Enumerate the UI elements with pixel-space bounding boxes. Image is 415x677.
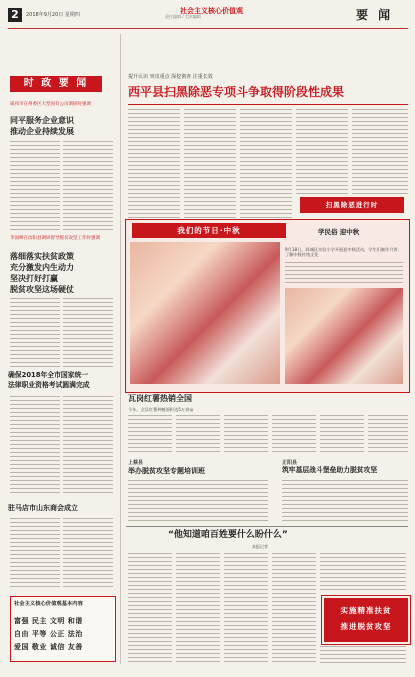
festival-banner: 我们的节日·中秋 [132, 223, 286, 238]
zhengyang-place: 正阳县 [282, 460, 298, 466]
story2-title-1: 落细落实扶贫政策 [10, 252, 74, 261]
sweet-potato-text-col2 [176, 415, 220, 455]
story2-kicker: 李国峰在汝阳县调研督导脱贫攻坚工作时强调 [10, 236, 100, 241]
commentary-byline: 本报记者 [252, 544, 268, 549]
poverty-banner-line2: 推进脱贫攻坚 [340, 622, 392, 631]
story2-title-2: 充分激发内生动力 [10, 263, 74, 272]
commentary-text-col1 [128, 553, 172, 663]
sweet-potato-text-col3 [224, 415, 268, 455]
page-header [0, 0, 415, 30]
lead-kicker: 提升认识 突出重点 深挖彻查 注重长效 [128, 74, 213, 80]
politics-banner: 时 政 要 闻 [10, 76, 102, 92]
lead-text-col1 [128, 109, 180, 219]
commentary-text-col3 [224, 553, 268, 663]
zhengyang-text [282, 480, 408, 522]
section-title: 要 闻 [356, 8, 394, 22]
story1-kicker: 咸祁市在州委区大型国有公司调研时强调 [10, 102, 91, 107]
column-divider [120, 34, 121, 664]
story1-title-1: 同平服务企业意识 [10, 116, 74, 125]
poverty-banner-line1: 实施精准扶贫 [340, 606, 392, 615]
story1-title-2: 推动企业持续发展 [10, 127, 74, 136]
sweet-potato-text-col6 [368, 415, 408, 455]
story3-text-col1 [10, 396, 60, 496]
core-values-line1: 富强 民主 文明 和谐 [14, 617, 83, 625]
lead-text-col4 [296, 109, 348, 194]
sweet-potato-text-col4 [272, 415, 316, 455]
commentary-rule [126, 526, 408, 527]
commentary-text-col4 [272, 553, 316, 663]
story4-title: 驻马店市山东商会成立 [8, 504, 78, 512]
lead-text-col3 [240, 109, 292, 219]
lead-title: 西平县扫黑除恶专项斗争取得阶段性成果 [128, 85, 345, 99]
commentary-text-col5b [320, 646, 406, 664]
sweet-potato-title: 瓦岗红薯热销全国 [128, 394, 192, 403]
sweet-potato-text-col5 [320, 415, 364, 455]
anti-crime-banner: 扫黑除恶进行时 [300, 197, 404, 213]
date-line: 2018年9月20日 星期四 [26, 12, 80, 18]
masthead-title: 社会主义核心价值观 [180, 7, 243, 15]
story2-title-3: 坚决打好打赢 [10, 274, 58, 283]
lead-rule [128, 104, 408, 105]
lead-text-col2 [184, 109, 236, 219]
header-rule [8, 28, 408, 29]
festival-caption: 9月18日，驿城区实验小学开展迎中秋活动，学生们制作月饼、了解中秋传统文化 [285, 247, 402, 258]
commentary-title: “他知道咱百姓要什么盼什么” [168, 530, 288, 540]
masthead-subtitle: 责任编辑 / 美术编辑 [165, 14, 201, 19]
page-number: 2 [8, 8, 22, 22]
story3-text-col2 [63, 396, 113, 496]
festival-caption-lines [285, 262, 403, 284]
festival-side-title: 学民俗 迎中秋 [318, 228, 360, 236]
core-values-line3: 爱国 敬业 诚信 友善 [14, 643, 83, 651]
story4-text-col2 [63, 518, 113, 588]
lead-text-col5 [352, 109, 408, 194]
core-values-box [10, 596, 116, 662]
story3-title-2: 法律职业资格考试圆满完成 [8, 381, 90, 389]
sweet-potato-text-col1 [128, 415, 172, 455]
story3-title-1: 确保2018年全市国家统一 [8, 371, 89, 379]
sweet-potato-subtitle: 今年，全县红薯种植面积达5万余亩 [128, 407, 194, 412]
story1-text-col1 [10, 141, 60, 231]
core-values-line2: 自由 平等 公正 法治 [14, 630, 83, 638]
story2-title-4: 脱贫攻坚这场硬仗 [10, 285, 74, 294]
shangcai-title: 举办脱贫攻坚专题培训班 [128, 467, 205, 475]
story2-text-col2 [63, 298, 113, 368]
story1-text-col2 [63, 141, 113, 231]
story2-text-col1 [10, 298, 60, 368]
festival-photo-main [130, 242, 280, 384]
zhengyang-title: 筑牢基层战斗堡垒助力脱贫攻坚 [282, 466, 378, 474]
commentary-text-col2 [176, 553, 220, 663]
shangcai-text [128, 480, 268, 522]
shangcai-place: 上蔡县 [128, 460, 144, 466]
festival-photo-side [285, 288, 403, 384]
poverty-banner [322, 596, 410, 644]
commentary-text-col5 [320, 553, 406, 591]
core-values-title: 社会主义核心价值观基本内容 [14, 601, 83, 607]
story4-text-col1 [10, 518, 60, 588]
